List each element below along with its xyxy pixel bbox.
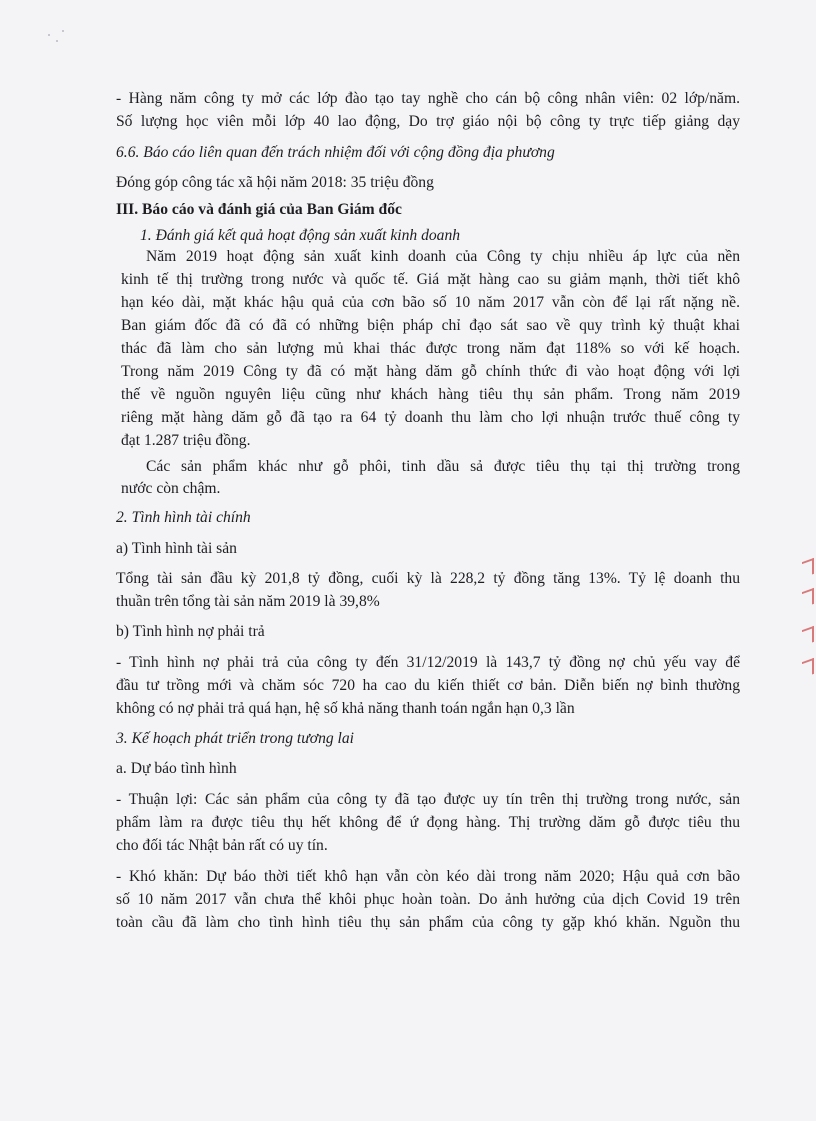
text-line: đạt 1.287 triệu đồng. <box>121 432 251 449</box>
paper-speck <box>62 30 64 32</box>
text-line: Ban giám đốc đã có đã có những biện pháp chỉ đạo sát sao về quy trình kỷ thuật khai <box>121 317 740 334</box>
text-line: cho đối tác Nhật bản rất có uy tín. <box>116 837 328 854</box>
subsection-heading-1: 1. Đánh giá kết quả hoạt động sản xuất kinh doanh <box>140 227 461 244</box>
section-heading-iii: III. Báo cáo và đánh giá của Ban Giám đốc <box>116 201 402 218</box>
text-line: thuần trên tổng tài sản năm 2019 là 39,8% <box>116 593 380 610</box>
section-heading-6-6: 6.6. Báo cáo liên quan đến trách nhiệm đối với cộng đồng địa phương <box>116 144 555 161</box>
text-line: thác đã làm cho sản lượng mủ khai thác được trong năm đạt 118% so với kế hoạch. <box>121 340 740 357</box>
paper-speck <box>48 34 50 36</box>
text-line: Các sản phẩm khác như gỗ phôi, tinh dầu sả được tiêu thụ tại thị trường trong <box>146 458 740 475</box>
text-line: kinh tế thị trường trong nước và quốc tế. Giá mặt hàng cao su giảm mạnh, thời tiết khô <box>121 271 740 288</box>
text-line: nước còn chậm. <box>121 480 221 497</box>
text-line: thế về nguồn nguyên liệu cũng như khách hàng tiêu thụ sản phẩm. Trong năm 2019 <box>121 386 740 403</box>
text-line: - Tình hình nợ phải trả của công ty đến 31/12/2019 là 143,7 tỷ đồng nợ chủ yếu vay để <box>116 654 740 671</box>
text-line: - Thuận lợi: Các sản phẩm của công ty đã tạo được uy tín trên thị trường trong nước, sản <box>116 791 740 808</box>
subheading-a: a. Dự báo tình hình <box>116 760 237 777</box>
subheading-b: b) Tình hình nợ phải trả <box>116 623 265 640</box>
text-line: Đóng góp công tác xã hội năm 2018: 35 triệu đồng <box>116 174 434 191</box>
red-stamp-edge-mark <box>798 550 816 700</box>
subsection-heading-3: 3. Kế hoạch phát triển trong tương lai <box>116 730 355 747</box>
text-line: hạn kéo dài, mặt khác hậu quả của cơn bão số 10 năm 2017 vẫn còn để lại rất nặng nề. <box>121 294 740 311</box>
subheading-a: a) Tình hình tài sản <box>116 540 237 557</box>
text-line: Năm 2019 hoạt động sản xuất kinh doanh của Công ty chịu nhiều áp lực của nền <box>146 248 740 265</box>
text-line: - Hàng năm công ty mở các lớp đào tạo tay nghề cho cán bộ công nhân viên: 02 lớp/năm. <box>116 90 740 107</box>
text-line: riêng mặt hàng dăm gỗ đã tạo ra 64 tỷ doanh thu làm cho lợi nhuận trước thuế công ty <box>121 409 740 426</box>
text-line: toàn cầu đã làm cho tình hình tiêu thụ sản phẩm của công ty gặp khó khăn. Nguồn thu <box>116 914 740 931</box>
text-line: số 10 năm 2017 vẫn chưa thể khôi phục hoàn toàn. Do ảnh hưởng của dịch Covid 19 trên <box>116 891 740 908</box>
subsection-heading-2: 2. Tình hình tài chính <box>116 509 251 526</box>
text-line: Số lượng học viên mỗi lớp 40 lao động, Do trợ giáo nội bộ công ty trực tiếp giảng dạy <box>116 113 740 130</box>
paper-speck <box>56 40 58 42</box>
text-line: Trong năm 2019 Công ty đã có mặt hàng dăm gỗ chính thức đi vào hoạt động với lợi <box>121 363 740 380</box>
text-line: Tổng tài sản đầu kỳ 201,8 tỷ đồng, cuối kỳ là 228,2 tỷ đồng tăng 13%. Tỷ lệ doanh thu <box>116 570 740 587</box>
text-line: - Khó khăn: Dự báo thời tiết khô hạn vẫn còn kéo dài trong năm 2020; Hậu quả cơn bão <box>116 868 740 885</box>
text-line: đầu tư trồng mới và chăm sóc 720 ha cao du kiến thiết cơ bản. Diễn biến nợ bình thường <box>116 677 740 694</box>
text-line: phẩm làm ra được tiêu thụ hết không để ứ đọng hàng. Thị trường dăm gỗ được tiêu thu <box>116 814 740 831</box>
text-line: không có nợ phải trả quá hạn, hệ số khả năng thanh toán ngắn hạn 0,3 lần <box>116 700 575 717</box>
